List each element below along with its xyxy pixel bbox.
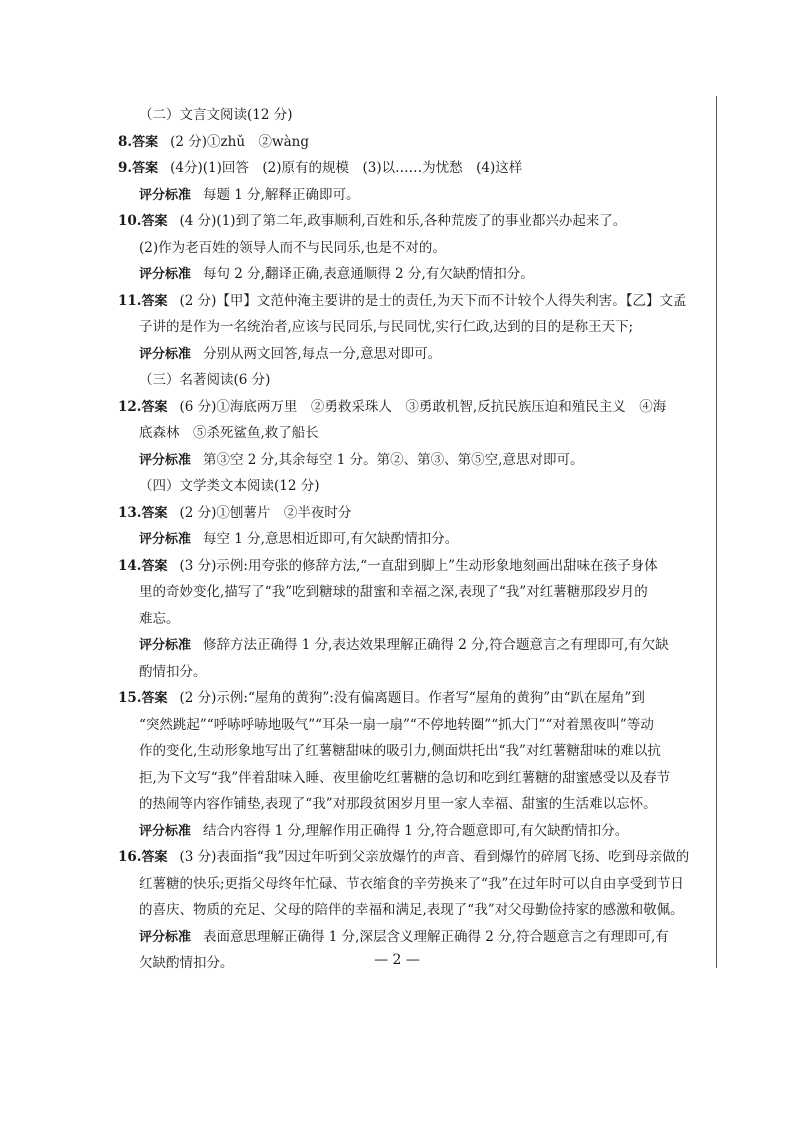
question-13: 13.答案 (2 分)①刨薯片 ②半夜时分 <box>118 504 352 521</box>
question-15: 15.答案 (2 分)示例:“屋角的黄狗”:没有偏离题目。作者写“屋角的黄狗”由“趴在屋角”到 <box>118 690 645 706</box>
answer-line: 拒,为下文写“我”伴着甜味入睡、夜里偷吃红薯糖的急切和吃到红薯糖的甜蜜感受以及春节 <box>139 769 671 786</box>
scoring-standard: 评分标准 每题 1 分,解释正确即可。 <box>139 186 360 203</box>
answer-line: 红薯糖的快乐;更指父母终年忙碌、节衣缩食的辛劳换来了“我”在过年时可以自由享受到节日 <box>139 875 684 892</box>
scoring-standard: 评分标准 每句 2 分,翻译正确,表意通顺得 2 分,有欠缺酌情扣分。 <box>139 266 534 282</box>
question-14: 14.答案 (3 分)示例:用夸张的修辞方法,“一直甜到脚上”生动形象地刻画出甜味在孩子身体 <box>118 557 658 574</box>
scoring-standard: 评分标准 每空 1 分,意思相近即可,有欠缺酌情扣分。 <box>139 531 459 547</box>
scoring-standard: 评分标准 第③空 2 分,其余每空 1 分。第②、第③、第⑤空,意思对即可。 <box>139 451 584 468</box>
scoring-standard: 评分标准 结合内容得 1 分,理解作用正确得 1 分,符合题意即可,有欠缺酌情扣分。 <box>139 822 629 839</box>
question-16: 16.答案 (3 分)表面指“我”因过年听到父亲放爆竹的声音、看到爆竹的碎屑飞扬、吃到母亲做的 <box>118 849 690 865</box>
answer-line: “突然跳起”“呼哧呼哧地吸气”“耳朵一扇一扇”“不停地转圈”“抓大门”“对着黑夜叫”等动 <box>139 716 654 733</box>
answer-line: 里的奇妙变化,描写了“我”吃到糖球的甜蜜和幸福之深,表现了“我”对红薯糖那段岁月的 <box>139 584 648 600</box>
question-12: 12.答案 (6 分)①海底两万里 ②勇救采珠人 ③勇敢机智,反抗民族压迫和殖民主义 ④海 <box>118 398 667 415</box>
question-8: 8.答案 (2 分)①zhǔ ②wàng <box>118 133 309 150</box>
answer-line: 作的变化,生动形象地写出了红薯糖甜味的吸引力,侧面烘托出“我”对红薯糖甜味的难以抗 <box>139 743 661 759</box>
scoring-standard: 评分标准 表面意思理解正确得 1 分,深层含义理解正确得 2 分,符合题意言之有理即可,有 <box>139 928 669 945</box>
scoring-standard-continued: 欠缺酌情扣分。 <box>139 955 234 971</box>
answer-line: 底森林 ⑤杀死鲨鱼,救了船长 <box>139 425 319 441</box>
scoring-standard-continued: 酌情扣分。 <box>139 663 207 680</box>
answer-line: 的热闹等内容作铺垫,表现了“我”对那段贫困岁月里一家人幸福、甜蜜的生活难以忘怀。 <box>139 796 657 812</box>
scoring-standard: 评分标准 修辞方法正确得 1 分,表达效果理解正确得 2 分,符合题意言之有理即可,有欠缺 <box>139 637 669 653</box>
page-number: — 2 — <box>374 952 420 968</box>
question-9: 9.答案 (4分)(1)回答 (2)原有的规模 (3)以……为忧愁 (4)这样 <box>118 160 523 176</box>
section-heading: （四）文学类文本阅读(12 分) <box>139 478 320 494</box>
answer-line: 的喜庆、物质的充足、父母的陪伴的幸福和满足,表现了“我”对父母勤俭持家的感激和敬佩。 <box>139 902 684 918</box>
section-heading: （三）名著阅读(6 分) <box>139 372 271 388</box>
section-heading: （二）文言文阅读(12 分) <box>139 107 293 123</box>
answer-key <box>118 102 712 977</box>
question-10: 10.答案 (4 分)(1)到了第二年,政事顺利,百姓和乐,各种荒废了的事业都兴办起来了。 <box>118 213 627 229</box>
answer-line: 子讲的是作为一名统治者,应该与民同乐,与民同忧,实行仁政,达到的目的是称王天下; <box>139 319 634 335</box>
question-11: 11.答案 (2 分)【甲】文范仲淹主要讲的是士的责任,为天下而不计较个人得失利害。【乙】文孟 <box>118 292 687 309</box>
scoring-standard: 评分标准 分别从两文回答,每点一分,意思对即可。 <box>139 345 442 362</box>
answer-line: (2)作为老百姓的领导人而不与民同乐,也是不对的。 <box>139 239 446 256</box>
margin-rule <box>716 96 717 968</box>
answer-line: 难忘。 <box>139 610 180 627</box>
